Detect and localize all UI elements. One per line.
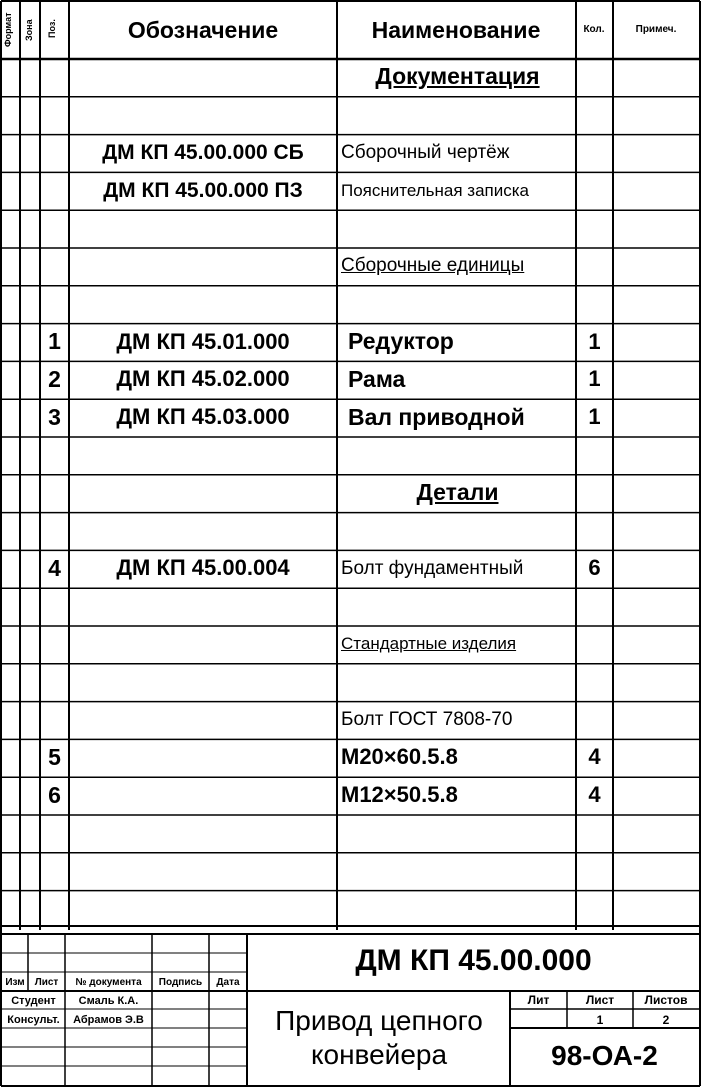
row-qty: 4 [588,744,601,770]
label-list: Лист [34,977,59,988]
role-student: Студент [11,995,56,1007]
row-qty: 6 [588,555,601,581]
label-sign: Подпись [158,977,203,988]
row-qty: 1 [588,328,601,354]
label-date: Дата [216,977,240,988]
row-name: М12×50.5.8 [341,782,458,808]
row-name: М20×60.5.8 [341,744,458,770]
row-name: Стандартные изделия [341,634,517,654]
row-name: Болт ГОСТ 7808-70 [341,709,513,730]
title-doc-number: ДМ КП 45.00.000 [355,944,592,977]
row-designation: ДМ КП 45.02.000 [116,366,290,392]
row-pos: 1 [48,328,61,354]
header-qty: Кол. [583,24,605,35]
label-doc-no: № документа [75,977,142,988]
row-pos: 5 [48,743,61,770]
row-designation: ДМ КП 45.00.000 СБ [102,141,304,164]
row-name: Рама [348,365,406,392]
row-qty: 4 [588,782,601,808]
row-pos: 6 [48,781,61,808]
row-name: Сборочный чертёж [341,142,510,163]
row-designation: ДМ КП 45.00.000 ПЗ [103,178,303,202]
row-name: Редуктор [348,328,454,354]
label-sheets: Листов [644,993,688,1007]
label-sheet: Лист [585,993,615,1007]
group-code: 98-ОА-2 [551,1040,658,1071]
row-name: Детали [416,479,499,506]
row-name: Болт фундаментный [341,557,524,579]
header-note: Примеч. [635,24,677,35]
table-row [2,286,699,324]
row-qty: 1 [588,366,601,392]
value-sheet: 1 [596,1013,604,1027]
table-row [2,513,699,551]
header-pos: Поз. [47,19,57,39]
header-zone: Зона [24,19,34,41]
row-designation: ДМ КП 45.01.000 [116,328,290,354]
table-row [2,588,699,626]
table-row [2,437,699,475]
value-sheets: 2 [662,1013,670,1027]
row-pos: 2 [48,365,61,392]
row-pos: 4 [48,554,61,581]
table-row [2,97,699,135]
row-designation: ДМ КП 45.03.000 [116,404,290,430]
header-format: Формат [3,12,13,48]
row-designation: ДМ КП 45.00.004 [116,555,290,581]
label-izm: Изм [5,977,25,988]
table-row [2,664,699,702]
header-designation: Обозначение [127,17,279,43]
row-name: Документация [375,63,540,90]
row-pos: 3 [48,403,61,430]
role-consultant: Консульт. [7,1014,60,1026]
row-qty: 1 [588,404,601,430]
table-row [2,210,699,248]
row-name: Вал приводной [348,403,525,430]
row-name: Сборочные единицы [341,255,525,277]
header-name: Наименование [371,17,541,43]
name-consultant: Абрамов Э.В [73,1014,144,1026]
product-name-line2: конвейера [310,1039,448,1070]
row-name: Пояснительная записка [341,180,530,200]
name-student: Смаль К.А. [78,995,139,1007]
product-name-line1: Привод цепного [275,1005,483,1036]
label-lit: Лит [527,993,550,1007]
